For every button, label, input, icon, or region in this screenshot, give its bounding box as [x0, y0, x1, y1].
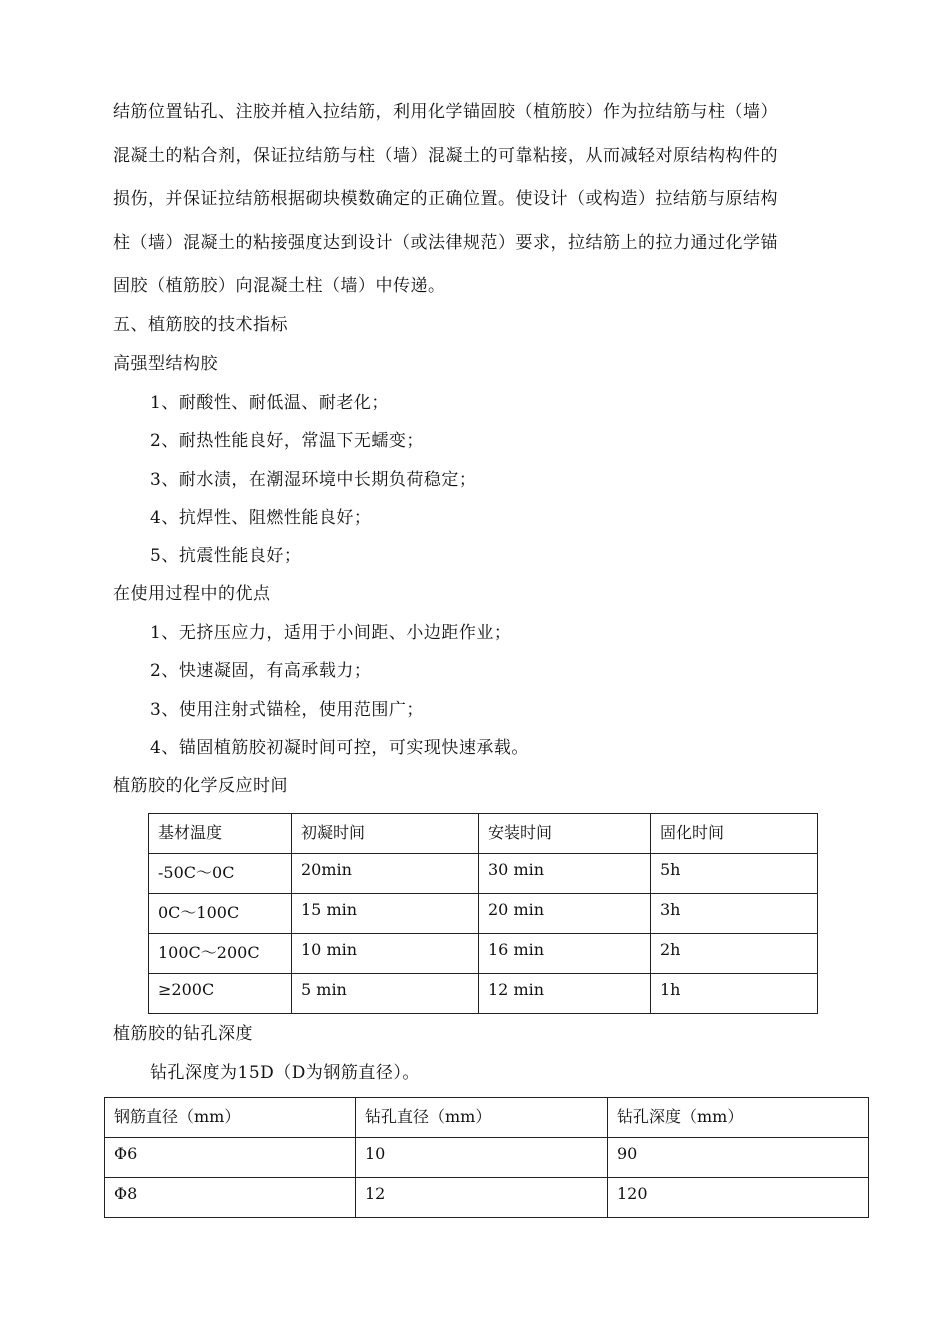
table-cell: 2h	[651, 934, 818, 974]
paragraph-line: 损伤，并保证拉结筋根据砌块模数确定的正确位置。使设计（或构造）拉结筋与原结构	[113, 189, 778, 209]
table-cell: Φ6	[105, 1138, 356, 1178]
table-header-cell: 固化时间	[651, 814, 818, 854]
table-header-row	[149, 814, 818, 854]
list-item: 1、无挤压应力，适用于小间距、小边距作业；	[150, 623, 512, 643]
table-cell: 100C～200C	[149, 934, 292, 974]
table-cell: 16 min	[479, 934, 651, 974]
table-cell: 12 min	[479, 974, 651, 1014]
table-header-row	[105, 1098, 869, 1138]
list-item: 4、锚固植筋胶初凝时间可控，可实现快速承载。	[150, 738, 529, 758]
list-item: 4、抗焊性、阻燃性能良好；	[150, 508, 372, 528]
table-cell: 30 min	[479, 854, 651, 894]
table-cell: 5h	[651, 854, 818, 894]
reaction-time-table	[148, 813, 818, 1014]
table-cell: Φ8	[105, 1178, 356, 1218]
table-cell: 15 min	[292, 894, 479, 934]
table-row	[149, 854, 818, 894]
table-cell: 20min	[292, 854, 479, 894]
table-cell: 12	[356, 1178, 608, 1218]
paragraph-line: 结筋位置钻孔、注胶并植入拉结筋，利用化学锚固胶（植筋胶）作为拉结筋与柱（墙）	[113, 102, 778, 122]
paragraph-line: 混凝土的粘合剂，保证拉结筋与柱（墙）混凝土的可靠粘接，从而减轻对原结构构件的	[113, 146, 778, 166]
table-row	[105, 1138, 869, 1178]
table-cell: 20 min	[479, 894, 651, 934]
subheading: 植筋胶的化学反应时间	[113, 776, 288, 796]
paragraph-line: 固胶（植筋胶）向混凝土柱（墙）中传递。	[113, 276, 446, 296]
list-item: 3、耐水渍，在潮湿环境中长期负荷稳定；	[150, 470, 477, 490]
subheading: 在使用过程中的优点	[113, 584, 271, 604]
list-item: 2、快速凝固，有高承载力；	[150, 661, 372, 681]
subheading: 植筋胶的钻孔深度	[113, 1024, 253, 1044]
table-cell: ≥200C	[149, 974, 292, 1014]
table-row	[149, 894, 818, 934]
list-item: 3、使用注射式锚栓，使用范围广；	[150, 700, 424, 720]
table-header-cell: 安装时间	[479, 814, 651, 854]
table-cell: 5 min	[292, 974, 479, 1014]
list-item: 1、耐酸性、耐低温、耐老化；	[150, 393, 389, 413]
table-cell: 3h	[651, 894, 818, 934]
paragraph-line: 柱（墙）混凝土的粘接强度达到设计（或法律规范）要求，拉结筋上的拉力通过化学锚	[113, 233, 778, 253]
section-heading: 五、植筋胶的技术指标	[113, 315, 288, 335]
table-header-cell: 钻孔深度（mm）	[608, 1098, 869, 1138]
table-header-cell: 钻孔直径（mm）	[356, 1098, 608, 1138]
table-cell: 0C～100C	[149, 894, 292, 934]
table-cell: 90	[608, 1138, 869, 1178]
list-item: 5、抗震性能良好；	[150, 546, 302, 566]
table-cell: 10 min	[292, 934, 479, 974]
table-cell: 120	[608, 1178, 869, 1218]
table-header-cell: 基材温度	[149, 814, 292, 854]
drilling-depth-table	[104, 1097, 869, 1218]
note-text: 钻孔深度为15D（D为钢筋直径）。	[150, 1063, 420, 1083]
table-cell: -50C～0C	[149, 854, 292, 894]
table-cell: 10	[356, 1138, 608, 1178]
table-row	[149, 974, 818, 1014]
table-header-cell: 初凝时间	[292, 814, 479, 854]
table-header-cell: 钢筋直径（mm）	[105, 1098, 356, 1138]
table-cell: 1h	[651, 974, 818, 1014]
list-item: 2、耐热性能良好，常温下无蠕变；	[150, 431, 424, 451]
table-row	[105, 1178, 869, 1218]
subheading: 高强型结构胶	[113, 354, 218, 374]
table-row	[149, 934, 818, 974]
